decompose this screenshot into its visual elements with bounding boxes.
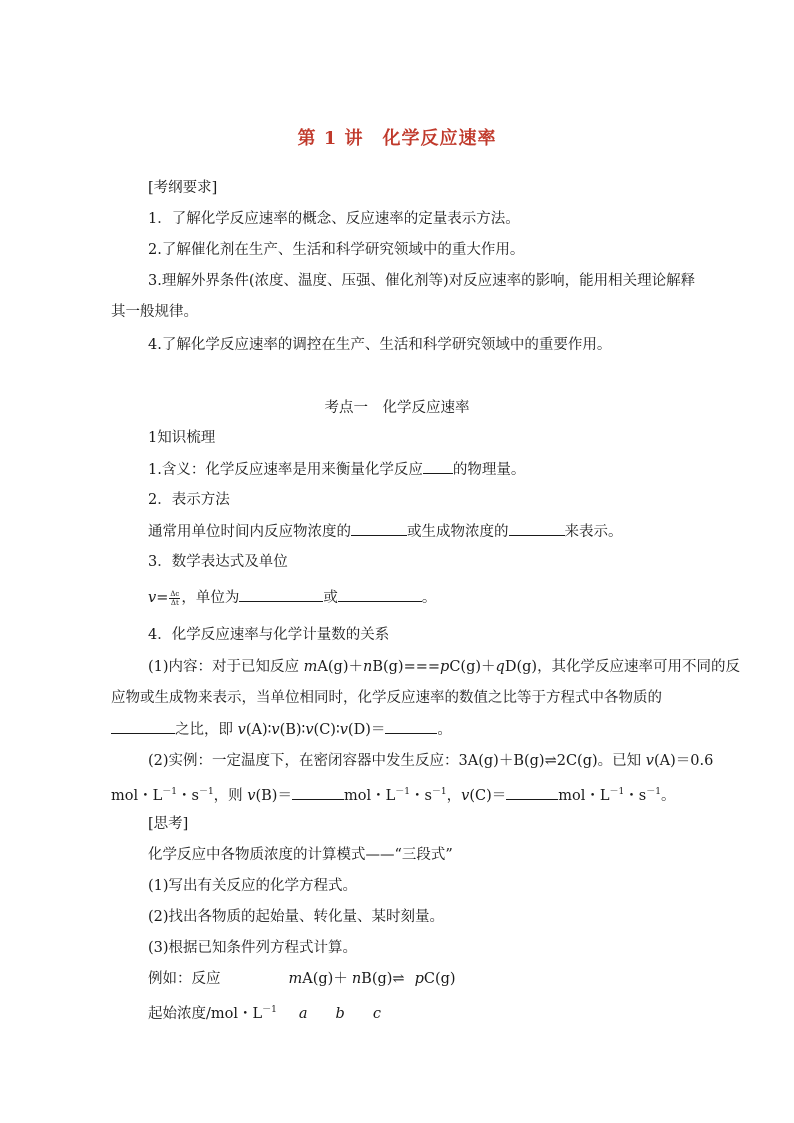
fill-blank[interactable]: [506, 785, 558, 800]
content-line-2: 应物或生成物来表示，当单位相同时，化学反应速率的数值之比等于方程式中各物质的: [111, 690, 662, 706]
fill-blank[interactable]: [292, 785, 344, 800]
requirement-item: 1．了解化学反应速率的概念、反应速率的定量表示方法。: [148, 211, 520, 227]
content-line-3: 之比，即 v(A)∶v(B)∶v(C)∶v(D)＝ 。: [111, 719, 452, 740]
relation-title: 4．化学反应速率与化学计量数的关系: [148, 627, 390, 643]
fill-blank[interactable]: [111, 719, 175, 734]
fill-blank[interactable]: [509, 521, 565, 536]
content-line-1: (1)内容：对于已知反应 mA(g)＋nB(g)===pC(g)＋qD(g)，其化学反应速率可用不同的反: [148, 659, 741, 675]
fill-blank[interactable]: [239, 587, 323, 602]
start-concentration-line: 起始浓度/mol・$L^{-1}$ a b c: [148, 1005, 381, 1022]
fill-blank[interactable]: [423, 459, 453, 474]
requirement-item: 其一般规律。: [111, 304, 198, 320]
example-line-1: (2)实例：一定温度下，在密闭容器中发生反应：3A(g)＋B(g)⇌2C(g)。已知 v(A)＝0.6: [148, 753, 714, 769]
method-title: 2．表示方法: [148, 492, 230, 508]
expr-title: 3．数学表达式及单位: [148, 554, 288, 570]
meaning-line: 1.含义：化学反应速率是用来衡量化学反应 的物理量。: [148, 459, 525, 480]
step-item: (1)写出有关反应的化学方程式。: [148, 878, 358, 894]
requirement-item: 2.了解催化剂在生产、生活和科学研究领域中的重大作用。: [148, 242, 525, 258]
expr-line: v= $\frac{\Delta c}{\Delta t}$ ，单位为 或 。: [148, 587, 436, 608]
example-reaction-line: 例如：反应 mA(g)＋ nB(g)⇌ pC(g): [148, 971, 456, 987]
requirement-item: 4.了解化学反应速率的调控在生产、生活和科学研究领域中的重要作用。: [148, 337, 612, 353]
section-title: 考点一 化学反应速率: [324, 400, 470, 416]
fill-blank[interactable]: [351, 521, 407, 536]
three-stage-title: 化学反应中各物质浓度的计算模式——“三段式”: [148, 847, 453, 863]
step-item: (3)根据已知条件列方程式计算。: [148, 940, 358, 956]
knowledge-heading: 1知识梳理: [148, 430, 216, 446]
step-item: (2)找出各物质的起始量、转化量、某时刻量。: [148, 909, 445, 925]
page-title: 第 1 讲 化学反应速率: [297, 128, 497, 149]
example-line-2: mol・$L^{-1}$・$s^{-1}$，则 v(B)＝ mol・$L^{-1}$・$s^{-1}$，v(C)＝ mol・$L^{-1}$・$s^{-1}$。: [111, 787, 676, 804]
method-line: 通常用单位时间内反应物浓度的 或生成物浓度的 来表示。: [148, 521, 623, 542]
think-header: [思考]: [148, 816, 189, 832]
requirements-header: [考纲要求]: [148, 180, 218, 196]
requirement-item: 3.理解外界条件(浓度、温度、压强、催化剂等)对反应速率的影响，能用相关理论解释: [148, 273, 696, 289]
fraction: $\frac{\Delta c}{\Delta t}$: [170, 589, 180, 607]
fill-blank[interactable]: [338, 587, 422, 602]
fill-blank[interactable]: [385, 719, 437, 734]
